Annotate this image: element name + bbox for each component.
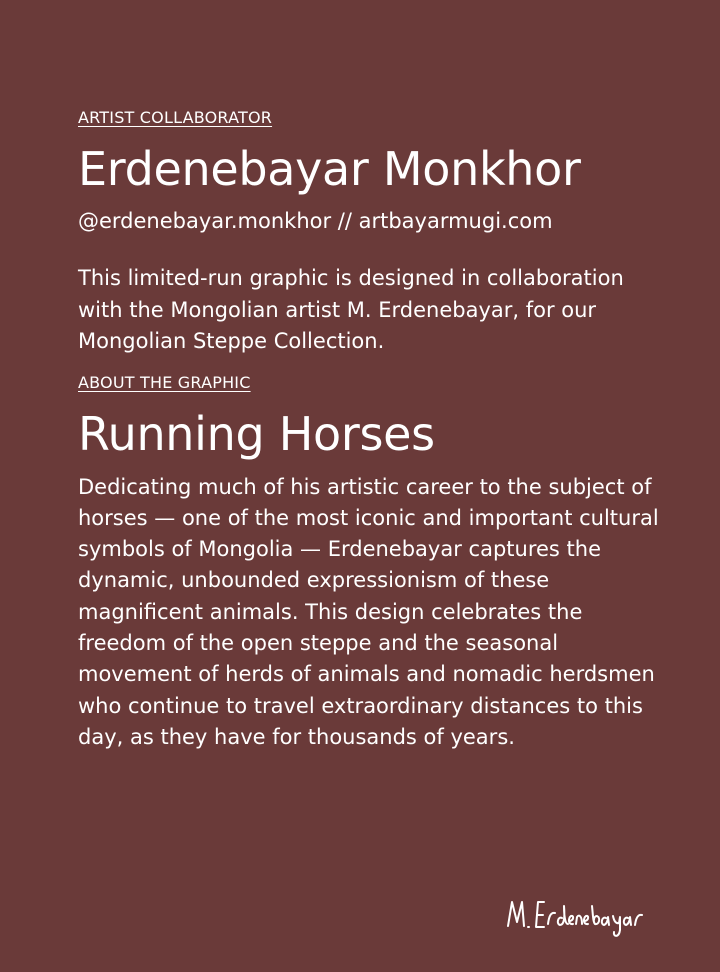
artist-signature: [502, 878, 692, 950]
artist-collaborator-label: ARTIST COLLABORATOR: [78, 108, 273, 127]
product-info-card: [78, 107, 668, 753]
artist-name-heading: Erdenebayar Monkhor: [78, 142, 581, 196]
artist-handle-and-website: @erdenebayar.monkhor // artbayarmugi.com: [78, 209, 553, 233]
graphic-description-paragraph: Dedicating much of his artistic career to the subject of horses — one of the most iconic and important cultural symbols of Mongolia — Erdenebayar captures the dynamic, unbounded expressionism of these magnificent animals. This design celebrates the freedom of the open steppe and the seasonal movement of herds of animals and nomadic herdsmen who continue to travel extraordinary distances to this day, as they have for thousands of years.: [78, 474, 659, 749]
about-graphic-label: ABOUT THE GRAPHIC: [78, 372, 251, 392]
graphic-title-heading: Running Horses: [78, 406, 435, 461]
collaboration-intro-paragraph: This limited-run graphic is designed in collaboration with the Mongolian artist M. Erdenebayar, for our Mongolian Steppe Collection.: [78, 266, 624, 353]
